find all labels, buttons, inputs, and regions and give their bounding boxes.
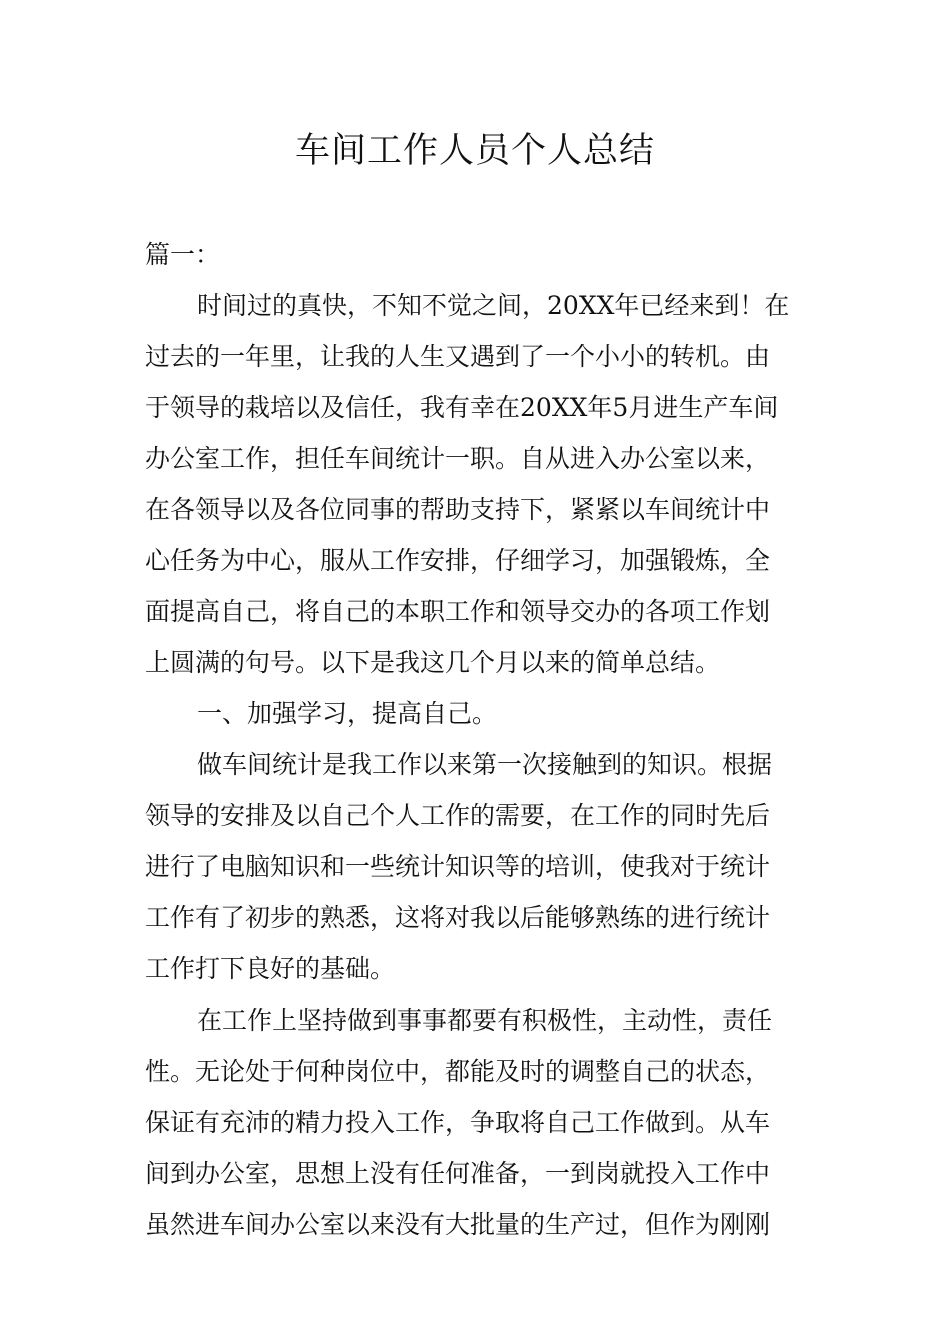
paragraph-line: 性。无论处于何种岗位中，都能及时的调整自己的状态， bbox=[145, 1057, 771, 1086]
paragraph-line: 工作有了初步的熟悉，这将对我以后能够熟练的进行统计 bbox=[145, 903, 771, 932]
paragraph-line: 进行了电脑知识和一些统计知识等的培训，使我对于统计 bbox=[145, 852, 771, 881]
paragraph-line: 在工作上坚持做到事事都要有积极性，主动性，责任 bbox=[197, 1006, 773, 1035]
paragraph-line: 领导的安排及以自己个人工作的需要，在工作的同时先后 bbox=[145, 801, 771, 830]
paragraph-line: 工作打下良好的基础。 bbox=[145, 954, 396, 983]
paragraph-line: 时间过的真快，不知不觉之间，20XX年已经来到！在 bbox=[197, 291, 790, 320]
paragraph-line: 保证有充沛的精力投入工作，争取将自己工作做到。从车 bbox=[145, 1108, 771, 1137]
paragraph-line: 在各领导以及各位同事的帮助支持下，紧紧以车间统计中 bbox=[145, 495, 771, 524]
paragraph-line: 间到办公室，思想上没有任何准备，一到岗就投入工作中 bbox=[145, 1159, 771, 1188]
document-title: 车间工作人员个人总结 bbox=[294, 131, 655, 171]
paragraph-line: 上圆满的句号。以下是我这几个月以来的简单总结。 bbox=[145, 648, 721, 677]
subsection-heading: 一、加强学习，提高自己。 bbox=[197, 699, 498, 728]
paragraph-line: 办公室工作，担任车间统计一职。自从进入办公室以来， bbox=[145, 444, 771, 473]
paragraph-line: 做车间统计是我工作以来第一次接触到的知识。根据 bbox=[197, 750, 773, 779]
paragraph-line: 于领导的栽培以及信任，我有幸在20XX年5月进生产车间 bbox=[145, 393, 779, 422]
paragraph-line: 心任务为中心，服从工作安排，仔细学习，加强锻炼，全 bbox=[145, 546, 771, 575]
paragraph-line: 过去的一年里，让我的人生又遇到了一个小小的转机。由 bbox=[145, 342, 771, 371]
document-body bbox=[145, 229, 807, 1250]
paragraph-line: 虽然进车间办公室以来没有大批量的生产过，但作为刚刚 bbox=[145, 1210, 771, 1239]
section-heading: 篇一： bbox=[145, 240, 221, 269]
paragraph-line: 面提高自己，将自己的本职工作和领导交办的各项工作划 bbox=[145, 597, 771, 626]
